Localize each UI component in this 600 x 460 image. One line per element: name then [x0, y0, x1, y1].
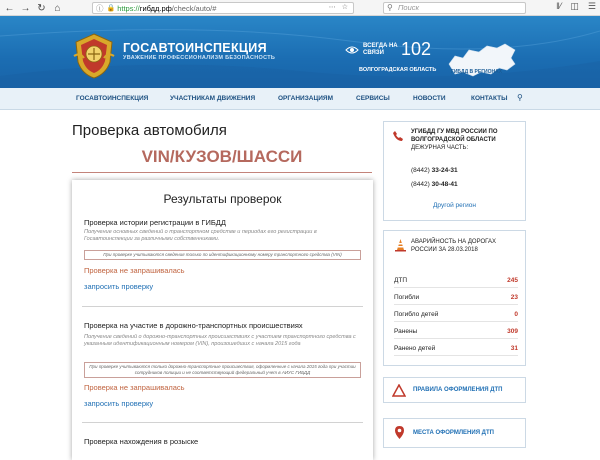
page-title: Проверка автомобиля: [72, 122, 227, 139]
section-status: Проверка не запрашивалась: [84, 383, 185, 392]
section-description: Получение сведений о дорожно-транспортных происшествиях с участием транспортного средства с указанным идентификационным номером (VIN), произошедших с начала 2015 года: [84, 334, 356, 347]
map-label[interactable]: ГИБДД В РЕГИОНАХ: [451, 69, 503, 75]
stat-value: 31: [510, 345, 518, 352]
info-icon[interactable]: ⓘ: [96, 3, 104, 13]
eye-icon: [345, 45, 359, 55]
stat-value: 23: [510, 294, 518, 301]
stat-row-dtp: [394, 276, 518, 288]
places-panel[interactable]: [383, 418, 526, 448]
brand-title[interactable]: ГОСАВТОИНСПЕКЦИЯ: [123, 41, 267, 55]
section-divider: [82, 306, 363, 307]
phone-number[interactable]: [411, 167, 458, 174]
accidents-panel: [383, 230, 526, 366]
lock-icon: 🔒: [106, 5, 116, 12]
rules-panel[interactable]: [383, 377, 526, 403]
main-nav: [0, 88, 600, 110]
url-host: гибдд.рф: [139, 3, 172, 13]
phone-digits: 33-24-31: [431, 167, 458, 174]
back-icon[interactable]: ←: [4, 2, 15, 14]
contact-label: ВСЕГДА НА СВЯЗИ: [363, 43, 398, 56]
traffic-cone-icon: [394, 238, 407, 252]
site-header: [0, 16, 600, 88]
url-bar[interactable]: [92, 2, 354, 14]
nav-item-news[interactable]: НОВОСТИ: [413, 95, 446, 102]
search-icon: ⚲: [387, 3, 393, 12]
mvd-title: УГИБДД ГУ МВД РОССИИ ПО ВОЛГОГРАДСКОЙ ОБЛАСТИ: [411, 129, 498, 143]
browser-toolbar: [0, 0, 600, 16]
section-divider: [82, 422, 363, 423]
stat-row-children-injured: [394, 344, 518, 356]
stat-value: 309: [507, 328, 518, 335]
other-region-link[interactable]: Другой регион: [433, 202, 476, 209]
request-check-link[interactable]: запросить проверку: [84, 282, 154, 291]
stat-label: Погибло детей: [394, 311, 439, 318]
sidebar-icon[interactable]: ◫: [570, 1, 579, 11]
stat-row-children-killed: [394, 310, 518, 322]
url-scheme: https://: [117, 3, 140, 13]
warning-icon: [392, 384, 406, 397]
section-description: Получение основных сведений о транспортном средстве и периодах его регистрации в Госавтоинспекции за различными собственниками.: [84, 229, 317, 242]
contact-number[interactable]: 102: [401, 39, 432, 59]
russia-map-icon[interactable]: [445, 40, 519, 82]
page-actions-icon[interactable]: ⋯ ☆: [328, 4, 350, 11]
section-note: При проверке учитываются только дорожно-транспортные происшествия, оформленные с начала 2015 года при участии сотрудников полиции и не соответствующий федеральный учет в АИУС ГИБДД: [84, 362, 361, 378]
stat-label: ДТП: [394, 277, 408, 284]
nav-item-gosavtoinspektsiya[interactable]: ГОСАВТОИНСПЕКЦИЯ: [76, 95, 149, 102]
vin-underline: [72, 172, 372, 173]
stat-label: Погибли: [394, 294, 420, 301]
request-check-link[interactable]: запросить проверку: [84, 399, 154, 408]
nav-item-organizations[interactable]: ОРГАНИЗАЦИЯМ: [278, 95, 333, 102]
menu-icon[interactable]: ☰: [587, 1, 596, 11]
mvd-duty-label: ДЕЖУРНАЯ ЧАСТЬ:: [411, 145, 469, 151]
reload-icon[interactable]: ↻: [37, 2, 46, 14]
library-icon[interactable]: ‖⁄: [556, 1, 562, 11]
section-title: Проверка нахождения в розыске: [84, 437, 199, 446]
phone-icon: [392, 130, 404, 142]
accidents-title: АВАРИЙНОСТЬ НА ДОРОГАХ РОССИИ ЗА 28.03.2018: [411, 239, 496, 253]
section-note: При проверке учитываются сведения только по идентификационному номеру транспортного средства (VIN): [84, 250, 361, 260]
section-status: Проверка не запрашивалась: [84, 266, 185, 275]
stat-row-injured: [394, 327, 518, 339]
stat-row-killed: [394, 293, 518, 305]
stat-label: Ранено детей: [394, 345, 436, 352]
home-icon[interactable]: ⌂: [54, 2, 61, 14]
results-card: [72, 180, 373, 460]
nav-item-participants[interactable]: УЧАСТНИКАМ ДВИЖЕНИЯ: [170, 95, 256, 102]
stat-value: 245: [507, 277, 518, 284]
phone-code: (8442): [411, 181, 430, 188]
mvd-contacts-panel: [383, 121, 526, 221]
search-placeholder: Поиск: [398, 3, 420, 12]
search-icon[interactable]: ⚲: [517, 93, 523, 102]
nav-item-services[interactable]: СЕРВИСЫ: [356, 95, 390, 102]
gibdd-emblem-logo[interactable]: [72, 32, 116, 80]
browser-search-input[interactable]: [383, 2, 526, 14]
nav-item-contacts[interactable]: КОНТАКТЫ: [471, 95, 508, 102]
section-title: Проверка истории регистрации в ГИБДД: [84, 218, 226, 227]
places-link[interactable]: МЕСТА ОФОРМЛЕНИЯ ДТП: [413, 430, 494, 436]
phone-code: (8442): [411, 167, 430, 174]
results-title: Результаты проверок: [163, 192, 282, 206]
vin-heading: VIN/КУЗОВ/ШАССИ: [141, 147, 303, 166]
url-path: /check/auto/#: [171, 3, 217, 13]
section-title: Проверка на участие в дорожно-транспортных происшествиях: [84, 321, 303, 330]
forward-icon[interactable]: →: [20, 2, 31, 14]
stat-value: 0: [514, 311, 518, 318]
pin-icon: [394, 425, 405, 440]
phone-digits: 30-48-41: [431, 181, 458, 188]
rules-link[interactable]: ПРАВИЛА ОФОРМЛЕНИЯ ДТП: [413, 387, 503, 393]
brand-subtitle: УВАЖЕНИЕ ПРОФЕССИОНАЛИЗМ БЕЗОПАСНОСТЬ: [123, 55, 276, 61]
phone-number[interactable]: [411, 181, 458, 188]
stat-label: Ранены: [394, 328, 418, 335]
region-label[interactable]: ВОЛГОГРАДСКАЯ ОБЛАСТЬ: [359, 67, 437, 73]
